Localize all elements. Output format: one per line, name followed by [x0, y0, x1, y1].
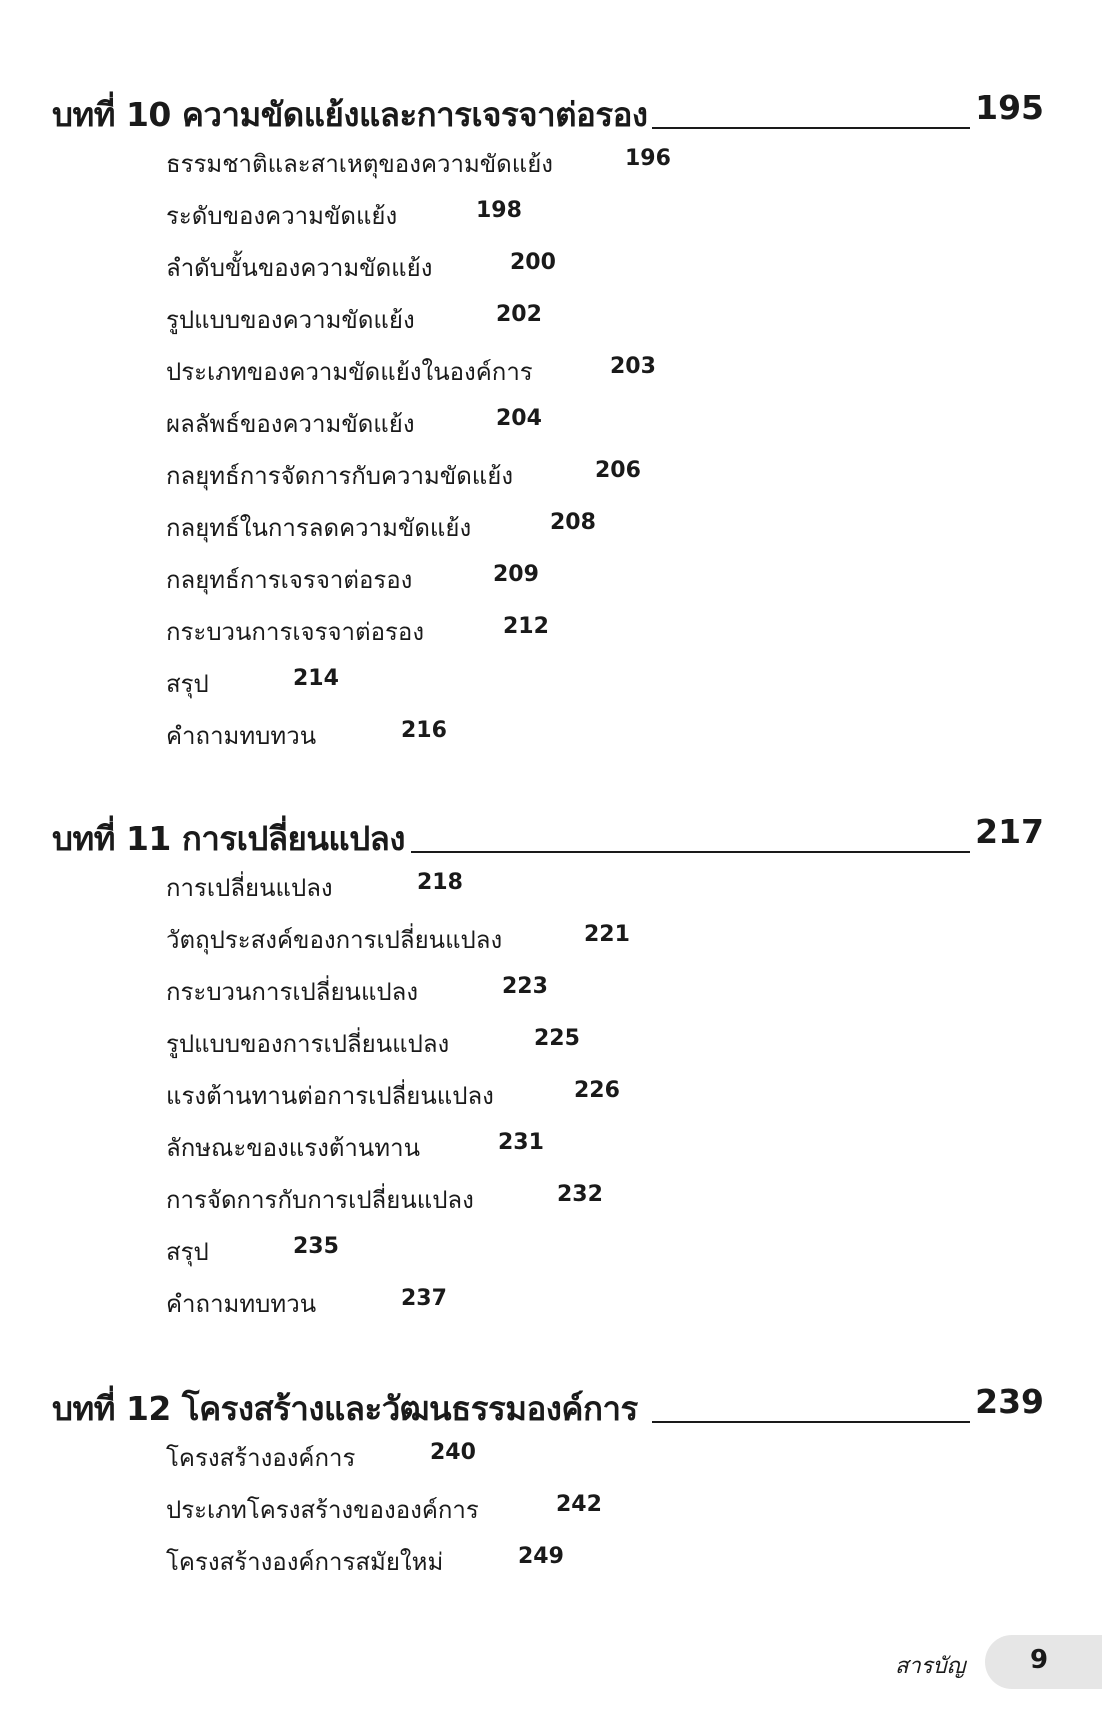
chapter-11	[0, 806, 1102, 1334]
entry-title: ธรรมชาติและสาเหตุของความขัดแย้ง	[166, 150, 554, 178]
entry-list	[0, 1436, 1102, 1592]
toc-entry	[0, 1126, 1102, 1178]
toc-entry	[0, 714, 1102, 766]
entry-title: คำถามทบทวน	[166, 722, 317, 750]
toc-entry	[0, 402, 1102, 454]
footer-page-number: 9	[1030, 1645, 1049, 1675]
entry-title: กลยุทธ์การเจรจาต่อรอง	[166, 566, 413, 594]
footer-section-label: สารบัญ	[895, 1654, 966, 1679]
toc-entry	[0, 298, 1102, 350]
entry-title: ลักษณะของแรงต้านทาน	[166, 1134, 421, 1162]
toc-entry	[0, 970, 1102, 1022]
entry-title: คำถามทบทวน	[166, 1290, 317, 1318]
entry-title: สรุป	[166, 670, 209, 698]
entry-page-number: 198	[476, 198, 522, 223]
toc-entry	[0, 350, 1102, 402]
entry-title: การเปลี่ยนแปลง	[166, 874, 333, 902]
toc-entry	[0, 1074, 1102, 1126]
chapter-page-number: 239	[975, 1382, 1044, 1421]
entry-title: การจัดการกับการเปลี่ยนแปลง	[166, 1186, 474, 1214]
entry-page-number: 208	[550, 510, 596, 535]
entry-page-number: 209	[493, 562, 539, 587]
chapter-page-number: 195	[975, 88, 1044, 127]
entry-page-number: 212	[503, 614, 549, 639]
entry-title: รูปแบบของความขัดแย้ง	[166, 306, 415, 334]
chapter-title: บทที่ 11 การเปลี่ยนแปลง	[52, 819, 405, 858]
entry-page-number: 240	[430, 1440, 476, 1465]
entry-page-number: 206	[595, 458, 641, 483]
chapter-heading	[0, 1376, 1102, 1436]
entry-page-number: 235	[293, 1234, 339, 1259]
entry-title: แรงต้านทานต่อการเปลี่ยนแปลง	[166, 1082, 494, 1110]
chapter-heading	[0, 82, 1102, 142]
toc-entry	[0, 506, 1102, 558]
leader-line	[652, 127, 970, 129]
leader-line	[411, 851, 970, 853]
entry-page-number: 196	[625, 146, 671, 171]
entry-title: กระบวนการเปลี่ยนแปลง	[166, 978, 419, 1006]
entry-page-number: 202	[496, 302, 542, 327]
entry-title: ระดับของความขัดแย้ง	[166, 202, 398, 230]
entry-title: โครงสร้างองค์การสมัยใหม่	[166, 1548, 444, 1576]
toc-entry	[0, 142, 1102, 194]
entry-title: วัตถุประสงค์ของการเปลี่ยนแปลง	[166, 926, 503, 954]
entry-page-number: 232	[557, 1182, 603, 1207]
entry-title: กระบวนการเจรจาต่อรอง	[166, 618, 425, 646]
entry-page-number: 225	[534, 1026, 580, 1051]
entry-page-number: 203	[610, 354, 656, 379]
toc-entry	[0, 1488, 1102, 1540]
chapter-heading	[0, 806, 1102, 866]
chapter-10	[0, 82, 1102, 766]
entry-page-number: 214	[293, 666, 339, 691]
toc-entry	[0, 1540, 1102, 1592]
entry-page-number: 231	[498, 1130, 544, 1155]
entry-title: กลยุทธ์ในการลดความขัดแย้ง	[166, 514, 472, 542]
chapter-page-number: 217	[975, 812, 1044, 851]
entry-title: กลยุทธ์การจัดการกับความขัดแย้ง	[166, 462, 514, 490]
leader-line	[652, 1421, 970, 1423]
chapter-title: บทที่ 10 ความขัดแย้งและการเจรจาต่อรอง	[52, 95, 648, 134]
entry-list	[0, 866, 1102, 1334]
entry-title: ประเภทโครงสร้างขององค์การ	[166, 1496, 479, 1524]
entry-page-number: 226	[574, 1078, 620, 1103]
entry-page-number: 249	[518, 1544, 564, 1569]
toc-entry	[0, 610, 1102, 662]
entry-title: รูปแบบของการเปลี่ยนแปลง	[166, 1030, 450, 1058]
entry-page-number: 237	[401, 1286, 447, 1311]
entry-title: สรุป	[166, 1238, 209, 1266]
entry-page-number: 223	[502, 974, 548, 999]
toc-entry	[0, 866, 1102, 918]
toc-entry	[0, 1178, 1102, 1230]
toc-entry	[0, 454, 1102, 506]
entry-title: ประเภทของความขัดแย้งในองค์การ	[166, 358, 533, 386]
entry-page-number: 221	[584, 922, 630, 947]
toc-entry	[0, 246, 1102, 298]
toc-entry	[0, 558, 1102, 610]
entry-title: ผลลัพธ์ของความขัดแย้ง	[166, 410, 415, 438]
entry-title: ลำดับขั้นของความขัดแย้ง	[166, 254, 433, 282]
entry-page-number: 216	[401, 718, 447, 743]
toc-entry	[0, 1436, 1102, 1488]
toc-entry	[0, 194, 1102, 246]
toc-entry	[0, 1022, 1102, 1074]
entry-page-number: 242	[556, 1492, 602, 1517]
entry-title: โครงสร้างองค์การ	[166, 1444, 356, 1472]
toc-entry	[0, 1230, 1102, 1282]
chapter-12	[0, 1376, 1102, 1592]
toc-entry	[0, 1282, 1102, 1334]
toc-entry	[0, 918, 1102, 970]
chapter-title: บทที่ 12 โครงสร้างและวัฒนธรรมองค์การ	[52, 1389, 638, 1428]
toc-entry	[0, 662, 1102, 714]
entry-page-number: 204	[496, 406, 542, 431]
entry-page-number: 218	[417, 870, 463, 895]
entry-page-number: 200	[510, 250, 556, 275]
entry-list	[0, 142, 1102, 766]
